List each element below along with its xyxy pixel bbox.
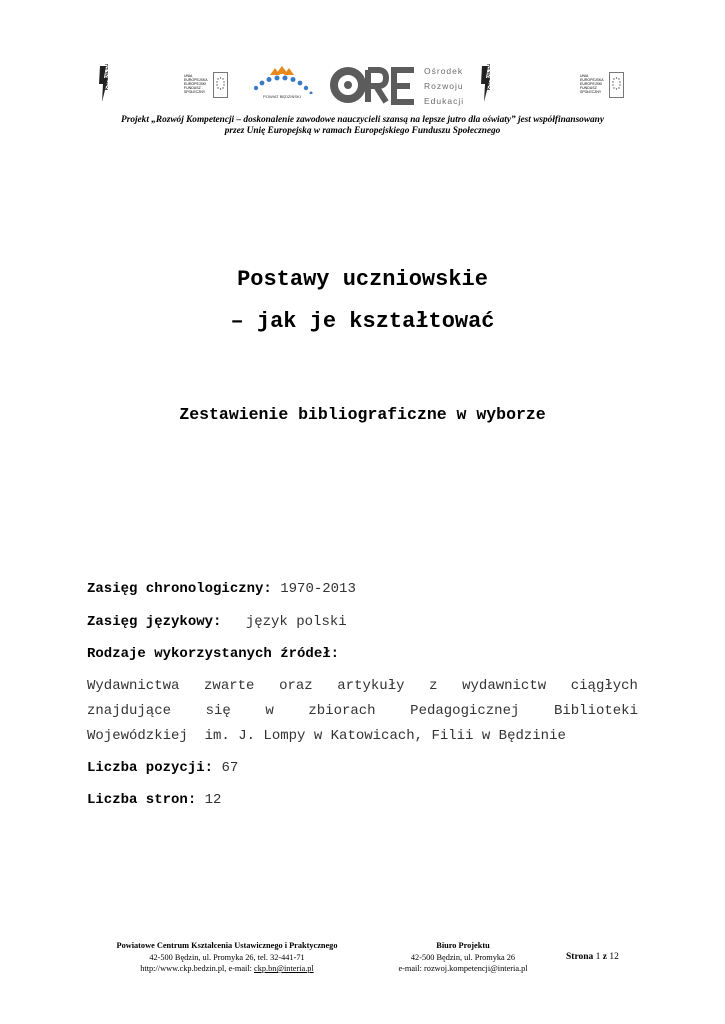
- footer-left-email-link[interactable]: ckp.bn@interia.pl: [254, 964, 314, 973]
- footer-left-address: 42-500 Będzin, ul. Promyka 26, tel. 32-441-71: [149, 952, 305, 962]
- footer-left-web: http://www.ckp.bedzin.pl, e-mail:: [140, 964, 255, 973]
- project-line-2: przez Unię Europejską w ramach Europejskiego Funduszu Społecznego: [224, 126, 501, 136]
- count-field: [87, 760, 238, 776]
- pages-label: Liczba stron:: [87, 792, 197, 808]
- ore-line-3: Edukacji: [424, 96, 465, 106]
- title-line-1: Postawy uczniowskie: [237, 267, 488, 292]
- word: artykuły: [337, 678, 405, 694]
- lang-field: [87, 614, 347, 630]
- title-line-2: – jak je kształtować: [230, 309, 495, 334]
- powiat-logo: [250, 64, 314, 94]
- sources-line-1: [87, 674, 638, 699]
- kapital-ludzki-logo: [96, 64, 110, 102]
- sources-line-2: [87, 699, 638, 724]
- word: Biblioteki: [553, 703, 638, 719]
- footer-middle: [385, 940, 541, 975]
- eu-text-1b: UNIA EUROPEJSKA: [580, 74, 604, 82]
- pages-value: 12: [204, 792, 222, 808]
- footer-right-title: Biuro Projektu: [436, 941, 490, 950]
- word: ciągłych: [570, 678, 638, 694]
- count-value: 67: [221, 760, 239, 776]
- logo-strip: [0, 62, 725, 110]
- footer-left: [90, 940, 364, 975]
- page-current: 1: [595, 952, 601, 962]
- eu-flag-icon-2: [609, 72, 624, 98]
- kapital-ludzki-text-2: KAPITAŁ LUDZKI: [486, 64, 491, 90]
- page-total: 12: [609, 952, 619, 962]
- ore-logo: [330, 66, 420, 106]
- word: w: [265, 703, 274, 719]
- word: zwarte: [204, 678, 255, 694]
- ore-text: [424, 64, 464, 109]
- footer-left-title: Powiatowe Centrum Kształcenia Ustawicznego i Praktycznego: [116, 941, 338, 950]
- lang-value: język polski: [245, 614, 347, 630]
- eu-logo-2: [580, 72, 624, 100]
- project-line-1: Projekt „Rozwój Kompetencji – doskonalenie zawodowe nauczycieli szansą na lepsze jutro dla oświaty” jest współfinansowany: [121, 115, 604, 125]
- sources-label: Rodzaje wykorzystanych źródeł:: [87, 646, 340, 662]
- word: zbiorach: [308, 703, 376, 719]
- ore-line-2: Rozwoju: [424, 81, 464, 91]
- footer-right-email: e-mail: rozwoj.kompetencji@interia.pl: [398, 964, 528, 973]
- eu-flag-icon: [213, 72, 228, 98]
- chrono-label: Zasięg chronologiczny:: [87, 581, 272, 597]
- word: Wydawnictwa: [87, 678, 180, 694]
- sources-description: [87, 674, 638, 749]
- lang-label: Zasięg językowy:: [87, 614, 222, 630]
- page-number: [566, 952, 619, 962]
- footer-right-address: 42-500 Będzin, ul. Promyka 26: [410, 952, 516, 962]
- chrono-field: [87, 581, 356, 597]
- ore-line-1: Ośrodek: [424, 66, 464, 76]
- eu-text-2: EUROPEJSKI FUNDUSZ SPOŁECZNY: [184, 82, 207, 94]
- eu-text-1: UNIA EUROPEJSKA: [184, 74, 208, 82]
- eu-text-2b: EUROPEJSKI FUNDUSZ SPOŁECZNY: [580, 82, 603, 94]
- pages-field: [87, 792, 221, 808]
- count-label: Liczba pozycji:: [87, 760, 214, 776]
- powiat-label: POWIAT BĘDZIŃSKI: [263, 94, 301, 99]
- page-label: Strona: [566, 952, 594, 962]
- word: Pedagogicznej: [410, 703, 520, 719]
- word: znajdujące: [87, 703, 172, 719]
- word: z: [429, 678, 438, 694]
- kapital-ludzki-logo-2: [478, 64, 492, 102]
- footer-left-contact: [90, 963, 364, 975]
- word: się: [205, 703, 231, 719]
- word: oraz: [279, 678, 313, 694]
- kapital-ludzki-text: KAPITAŁ LUDZKI: [104, 64, 109, 90]
- word: wydawnictw: [462, 678, 547, 694]
- subtitle: Zestawienie bibliograficzne w wyborze: [179, 405, 546, 424]
- sources-line-3: Wojewódzkiej im. J. Lompy w Katowicach, Filii w Będzinie: [87, 728, 566, 744]
- eu-logo: [184, 72, 228, 100]
- sources-field: [87, 646, 339, 662]
- page-sep: z: [602, 952, 607, 962]
- chrono-value: 1970-2013: [280, 581, 356, 597]
